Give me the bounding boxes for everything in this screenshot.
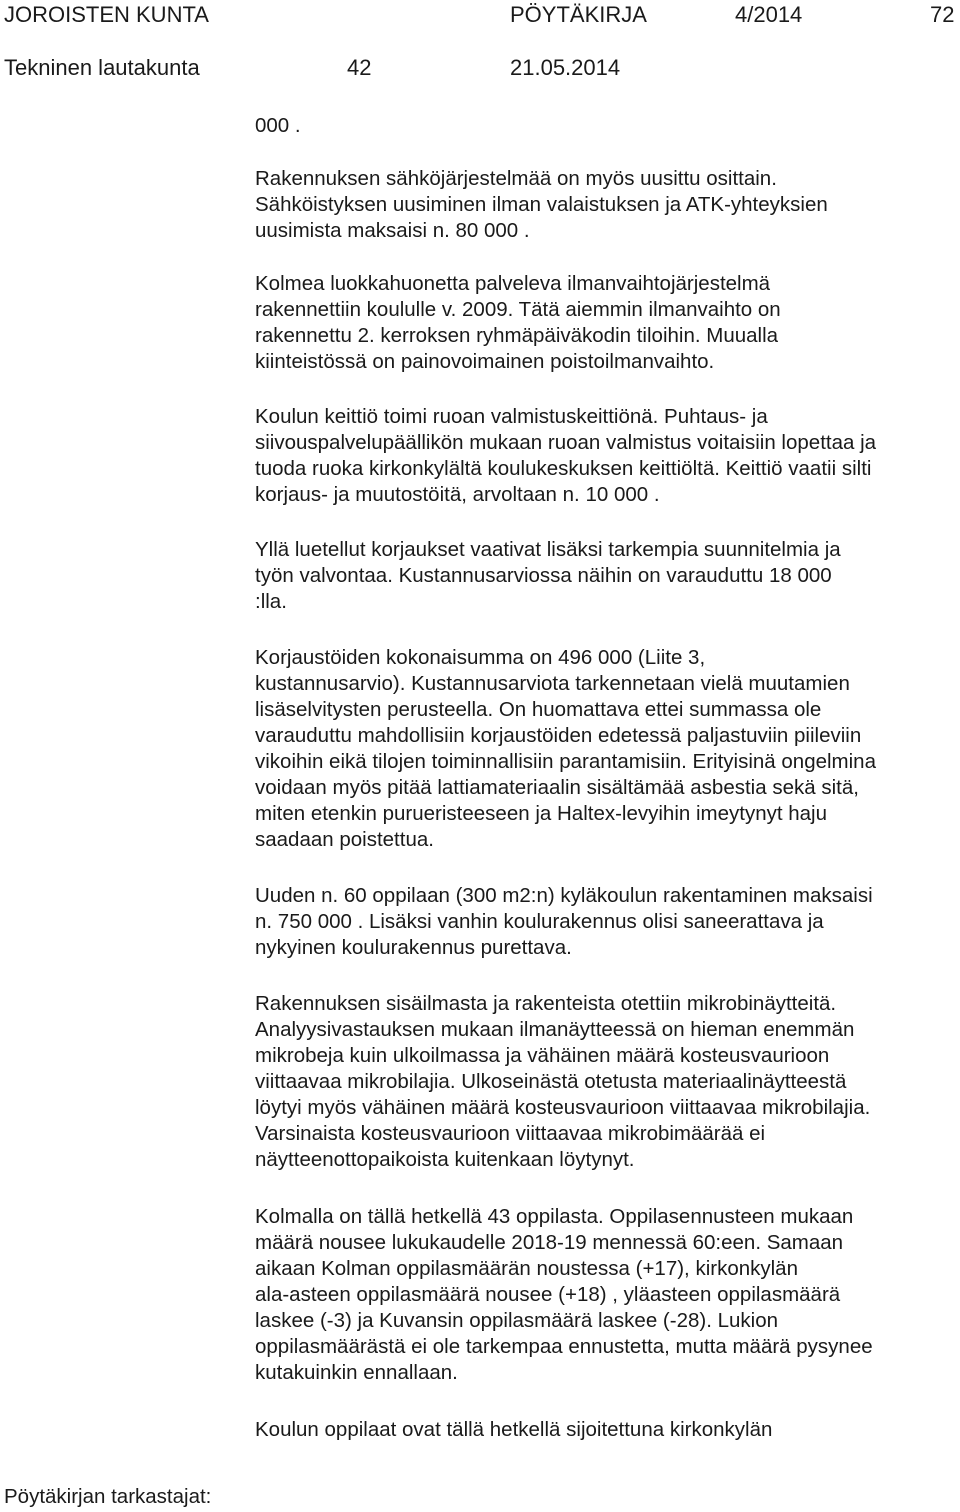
body-line: mikrobeja kuin ulkoilmassa ja vähäinen määrä kosteusvaurioon xyxy=(255,1044,830,1067)
body-line: Kolmea luokkahuonetta palveleva ilmanvaihtojärjestelmä xyxy=(255,272,771,295)
body-line: Koulun oppilaat ovat tällä hetkellä sijoitettuna kirkonkylän xyxy=(255,1418,773,1441)
body-line: kustannusarvio). Kustannusarviota tarkennetaan vielä muutamien xyxy=(255,672,850,695)
body-line: Sähköistyksen uusiminen ilman valaistuksen ja ATK-yhteyksien xyxy=(255,193,828,216)
body-line: tuoda ruoka kirkonkylältä koulukeskuksen keittiöltä. Keittiö vaatii silti xyxy=(255,457,872,480)
body-line: 000 . xyxy=(255,114,301,137)
body-line: rakennettiin koululle v. 2009. Tätä aiemmin ilmanvaihto on xyxy=(255,298,781,321)
body-line: uusimista maksaisi n. 80 000 . xyxy=(255,219,530,242)
body-line: lisäselvitysten perusteella. On huomattava ettei summassa ole xyxy=(255,698,822,721)
body-line: työn valvontaa. Kustannusarviossa näihin on varauduttu 18 000 xyxy=(255,564,832,587)
document-number: 4/2014 xyxy=(735,2,803,27)
body-line: oppilasmäärästä ei ole tarkempaa ennustetta, mutta määrä pysynee xyxy=(255,1335,873,1358)
body-line: vikoihin eikä tilojen toiminnallisiin parantamisiin. Erityisinä ongelmina xyxy=(255,750,876,773)
municipality-name: JOROISTEN KUNTA xyxy=(4,2,209,27)
body-line: rakennettu 2. kerroksen ryhmäpäiväkodin tiloihin. Muualla xyxy=(255,324,779,347)
body-line: Rakennuksen sisäilmasta ja rakenteista otettiin mikrobinäytteitä. xyxy=(255,992,837,1015)
body-line: Koulun keittiö toimi ruoan valmistuskeittiönä. Puhtaus- ja xyxy=(255,405,768,428)
body-line: korjaus- ja muutostöitä, arvoltaan n. 10 000 . xyxy=(255,483,660,506)
body-line: ala-asteen oppilasmäärä nousee (+18) , yläasteen oppilasmäärä xyxy=(255,1283,841,1306)
body-line: Varsinaista kosteusvaurioon viittaavaa mikrobimäärää ei xyxy=(255,1122,766,1145)
body-line: viittaavaa mikrobilajia. Ulkoseinästä otetusta materiaalinäytteestä xyxy=(255,1070,847,1093)
body-line: löytyi myös vähäinen määrä kosteusvaurioon viittaavaa mikrobilajia. xyxy=(255,1096,871,1119)
page-number: 72 xyxy=(930,2,955,27)
body-line: laskee (-3) ja Kuvansin oppilasmäärä laskee (-28). Lukion xyxy=(255,1309,779,1332)
meeting-date: 21.05.2014 xyxy=(510,55,621,80)
body-line: määrä nousee lukukaudelle 2018-19 mennessä 60:een. Samaan xyxy=(255,1231,844,1254)
body-line: Yllä luetellut korjaukset vaativat lisäksi tarkempia suunnitelmia ja xyxy=(255,538,841,561)
body-line: Kolmalla on tällä hetkellä 43 oppilasta. Oppilasennusteen mukaan xyxy=(255,1205,854,1228)
body-line: n. 750 000 . Lisäksi vanhin koulurakennus olisi saneerattava ja xyxy=(255,910,824,933)
body-line: aikaan Kolman oppilasmäärän noustessa (+17), kirkonkylän xyxy=(255,1257,798,1280)
board-name: Tekninen lautakunta xyxy=(4,55,200,80)
inspectors-label: Pöytäkirjan tarkastajat: xyxy=(4,1485,212,1508)
section-number: 42 xyxy=(347,55,372,80)
body-line: kiinteistössä on painovoimainen poistoilmanvaihto. xyxy=(255,350,715,373)
body-line: saadaan poistettua. xyxy=(255,828,434,851)
body-line: nykyinen koulurakennus purettava. xyxy=(255,936,572,959)
document-type: PÖYTÄKIRJA xyxy=(510,2,647,27)
body-line: Korjaustöiden kokonaisumma on 496 000 (Liite 3, xyxy=(255,646,706,669)
body-line: voidaan myös pitää lattiamateriaalin sisältämää asbestia sekä sitä, xyxy=(255,776,859,799)
body-line: Analyysivastauksen mukaan ilmanäytteessä on hieman enemmän xyxy=(255,1018,855,1041)
body-line: siivouspalvelupäällikön mukaan ruoan valmistus voitaisiin lopettaa ja xyxy=(255,431,877,454)
body-line: Rakennuksen sähköjärjestelmää on myös uusittu osittain. xyxy=(255,167,777,190)
body-line: :lla. xyxy=(255,590,287,613)
body-line: miten etenkin purueristeeseen ja Haltex-levyihin imeytynyt haju xyxy=(255,802,828,825)
body-line: näytteenottopaikoista kuitenkaan löytynyt. xyxy=(255,1148,635,1171)
body-line: Uuden n. 60 oppilaan (300 m2:n) kyläkoulun rakentaminen maksaisi xyxy=(255,884,873,907)
body-line: kutakuinkin ennallaan. xyxy=(255,1361,458,1384)
body-line: varauduttu mahdollisiin korjaustöiden edetessä paljastuviin piileviin xyxy=(255,724,862,747)
